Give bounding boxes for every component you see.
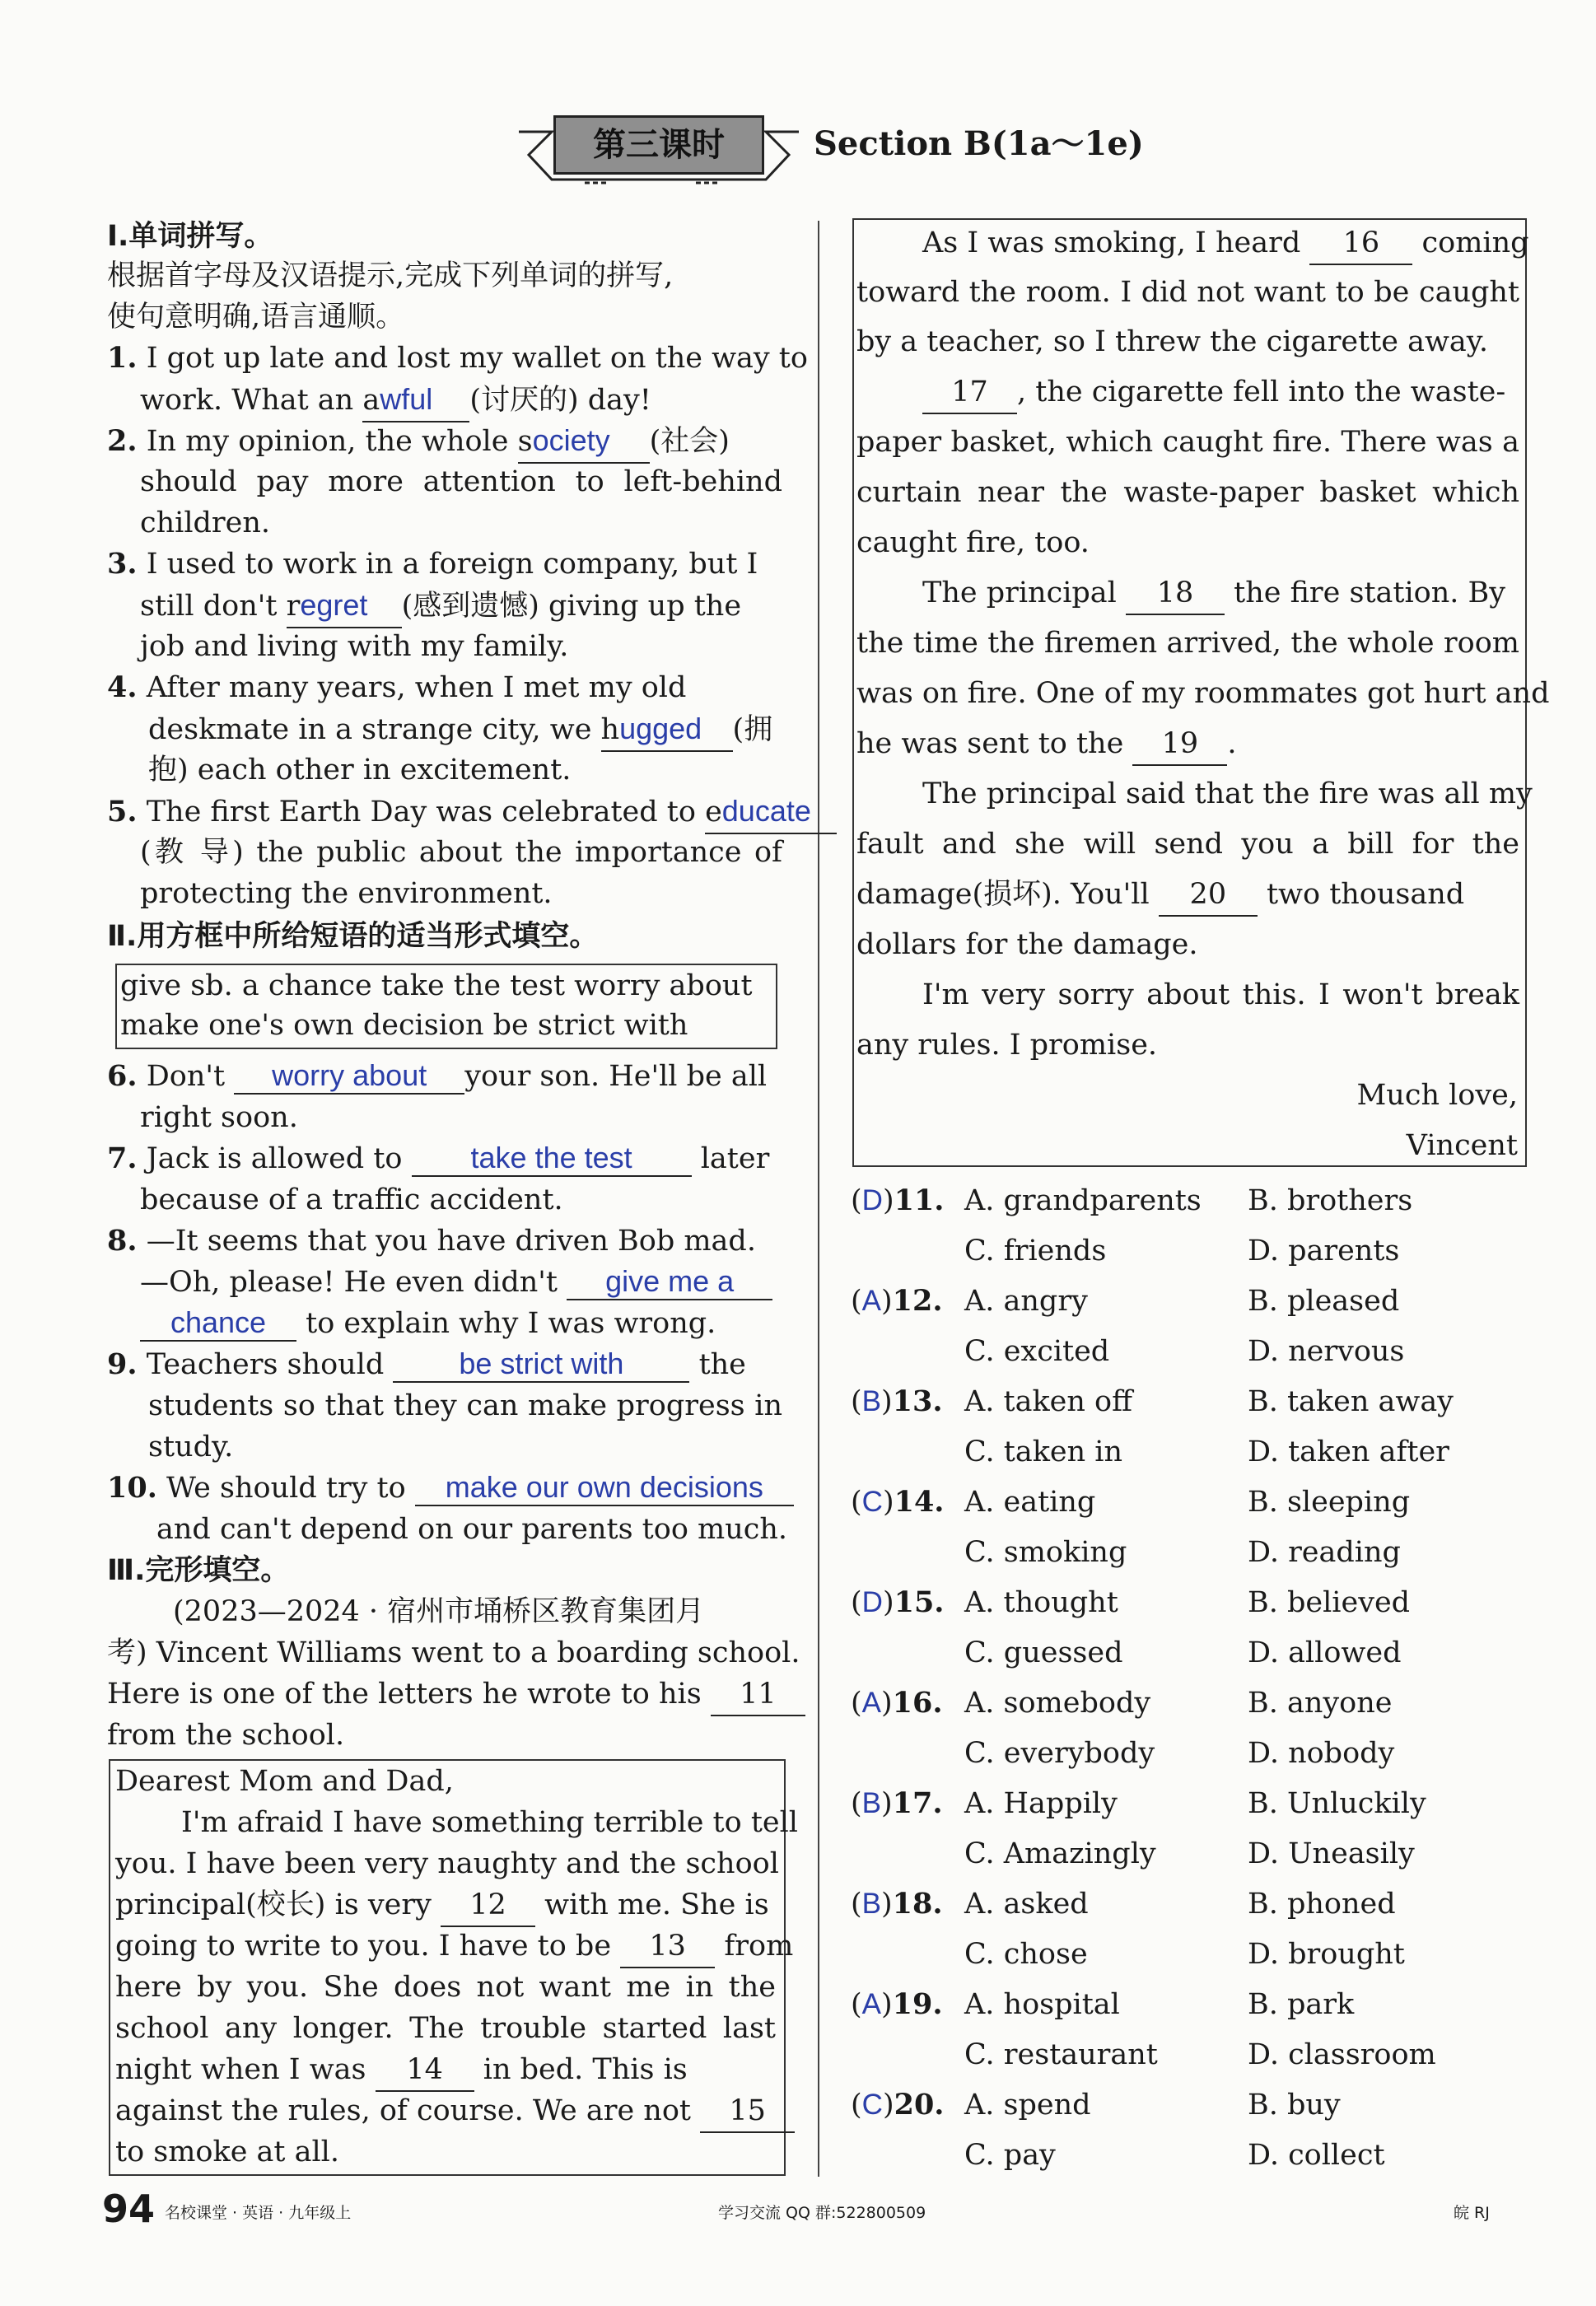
part3-intro-3: from the school. [107, 1719, 345, 1752]
choice-answer: B [861, 1888, 882, 1920]
choice-option-b[interactable]: B. believed [1248, 1586, 1411, 1619]
choice-number: 16. [892, 1686, 943, 1720]
choice-option-b[interactable]: B. sleeping [1248, 1486, 1411, 1519]
choice-option-a[interactable]: A. somebody [964, 1687, 1151, 1720]
q1-letter: a [362, 384, 380, 417]
section-title: Section B(1a～1e) [814, 124, 1144, 163]
part3-intro: 考) Vincent Williams went to a boarding school. [107, 1636, 800, 1669]
q10-answer: make our own decisions [445, 1470, 763, 1504]
letter-line: here by you. She does not want me in the [115, 1971, 776, 2004]
lesson-title: 第三课时 [553, 115, 764, 175]
q9-number: 9. [107, 1347, 138, 1381]
choice-option-a[interactable]: A. angry [964, 1285, 1088, 1318]
q4-text-3: 抱) each other in excitement. [148, 754, 572, 787]
q1-number: 1. [107, 341, 138, 375]
q2-number: 2. [107, 424, 138, 458]
letter-line: fault and she will send you a bill for the [856, 828, 1519, 861]
q7-text-3: because of a traffic accident. [140, 1183, 563, 1216]
choice-option-a[interactable]: A. hospital [964, 1988, 1120, 2021]
q4-answer: ugged [619, 712, 702, 745]
q8-blank[interactable] [567, 1265, 772, 1300]
choice-answer: C [861, 1486, 883, 1518]
q4-blank[interactable] [601, 708, 733, 752]
q4-hint: (拥 [732, 713, 773, 746]
q7-answer: take the test [470, 1141, 632, 1174]
q10-text: We should try to [166, 1472, 415, 1505]
choice-option-c[interactable]: C. friends [964, 1235, 1107, 1267]
blank-14[interactable] [376, 2049, 474, 2092]
blank-18[interactable] [1126, 572, 1225, 615]
choice-option-a[interactable]: A. grandparents [964, 1184, 1202, 1217]
q1-text-2: work. What an [140, 384, 363, 417]
phrase-box [115, 964, 777, 1049]
q8-answer-2: chance [170, 1305, 267, 1339]
letter-line: the time the firemen arrived, the whole room [856, 627, 1519, 660]
blank-12-number: 12 [469, 1888, 506, 1921]
blank-15-number: 15 [729, 2094, 766, 2127]
choice-question: (B)17. [851, 1786, 943, 1820]
q5-number: 5. [107, 795, 138, 829]
q8-number: 8. [107, 1224, 138, 1258]
part3-title: Ⅲ.完形填空。 [107, 1554, 290, 1587]
q3-answer: egret [300, 588, 368, 622]
choice-answer: A [861, 1285, 882, 1317]
choice-number: 19. [892, 1987, 943, 2021]
blank-13[interactable] [620, 1926, 715, 1968]
choice-option-d[interactable]: D. nervous [1248, 1335, 1405, 1368]
letter-line: he was sent to the [856, 727, 1133, 760]
letter-line: school any longer. The trouble started last [115, 2012, 776, 2045]
letter-line: you. I have been very naughty and the school [115, 1847, 779, 1880]
q9-text-2: the [698, 1348, 746, 1381]
choice-answer: D [861, 1184, 883, 1216]
letter-closing: Much love, [1356, 1079, 1518, 1112]
letter-line: toward the room. I did not want to be caught [856, 276, 1519, 309]
choice-option-c[interactable]: C. restaurant [964, 2038, 1158, 2071]
choice-option-d[interactable]: D. allowed [1248, 1636, 1402, 1669]
q6-text: Don't [146, 1060, 235, 1093]
letter-line: caught fire, too. [856, 526, 1090, 559]
q10-text-2: and can't depend on our parents too much. [156, 1513, 788, 1546]
q3-hint: (感到遗憾) giving up the [401, 590, 742, 623]
letter-line: going to write to you. I have to be [115, 1930, 621, 1963]
q2-text-3: children. [140, 506, 271, 539]
choice-answer: B [861, 1787, 882, 1819]
blank-19[interactable] [1132, 723, 1227, 766]
book-title: 名校课堂 · 英语 · 九年级上 [165, 2204, 352, 2222]
part1-title: Ⅰ.单词拼写。 [107, 220, 273, 253]
choice-option-b[interactable]: B. phoned [1248, 1888, 1396, 1921]
choice-number: 14. [894, 1485, 945, 1519]
letter-signature: Vincent [1406, 1129, 1518, 1162]
choice-question: (A)19. [851, 1987, 943, 2021]
q5-text-3: protecting the environment. [140, 877, 553, 910]
part3-intro-2: Here is one of the letters he wrote to his [107, 1678, 711, 1711]
blank-20[interactable] [1159, 874, 1258, 917]
q7-blank[interactable] [412, 1141, 692, 1177]
choice-number: 15. [894, 1585, 945, 1619]
edition-label: 皖 RJ [1454, 2204, 1490, 2222]
qq-group: 学习交流 QQ 群:522800509 [718, 2204, 926, 2222]
q8-text-2: —Oh, please! He even didn't [140, 1266, 567, 1299]
letter-line: by a teacher, so I threw the cigarette away. [856, 325, 1489, 358]
letter-line: with me. She is [544, 1888, 769, 1921]
choice-option-a[interactable]: A. spend [964, 2089, 1091, 2122]
q1-answer: wful [380, 382, 433, 416]
blank-12[interactable] [441, 1884, 535, 1927]
choice-option-c[interactable]: C. pay [964, 2139, 1056, 2172]
choice-option-d[interactable]: D. nobody [1248, 1737, 1395, 1770]
letter-line: to smoke at all. [115, 2136, 339, 2168]
q2-letter: s [517, 425, 533, 458]
choice-option-c[interactable]: C. taken in [964, 1435, 1123, 1468]
blank-11[interactable] [711, 1673, 805, 1716]
choice-number: 11. [894, 1183, 945, 1217]
choice-option-b[interactable]: B. taken away [1248, 1385, 1454, 1418]
choice-option-a[interactable]: A. eating [964, 1486, 1096, 1519]
q4-number: 4. [107, 670, 138, 704]
letter-line: I'm afraid I have something terrible to tell [181, 1806, 798, 1839]
q5-letter: e [705, 796, 722, 829]
letter-line: coming [1421, 226, 1529, 259]
blank-20-number: 20 [1189, 878, 1227, 911]
blank-18-number: 18 [1156, 576, 1194, 609]
choice-question: (C)14. [851, 1485, 945, 1519]
letter-line: curtain near the waste-paper basket which [856, 476, 1519, 509]
choice-option-a[interactable]: A. Happily [964, 1787, 1118, 1820]
choice-answer: C [861, 2089, 883, 2121]
choice-option-b[interactable]: B. buy [1248, 2089, 1341, 2122]
q2-blank[interactable] [518, 420, 650, 464]
choice-option-d[interactable]: D. taken after [1248, 1435, 1449, 1468]
letter-line: principal(校长) is very [115, 1888, 441, 1921]
q2-text-2: should pay more attention to left-behind [140, 465, 782, 498]
letter-line: damage(损坏). You'll [856, 878, 1159, 911]
choice-question: (B)18. [851, 1887, 943, 1921]
part3-source: (2023—2024 · 宿州市埇桥区教育集团月 [173, 1595, 705, 1628]
letter-line: , the cigarette fell into the waste- [1017, 376, 1506, 408]
part2-title: Ⅱ.用方框中所给短语的适当形式填空。 [107, 920, 599, 953]
q8-answer: give me a [605, 1264, 735, 1298]
choice-option-d[interactable]: D. collect [1248, 2139, 1385, 2172]
choice-option-c[interactable]: C. Amazingly [964, 1837, 1156, 1870]
q7-number: 7. [107, 1141, 138, 1175]
q9-blank[interactable] [393, 1347, 689, 1383]
choice-option-d[interactable]: D. classroom [1248, 2038, 1436, 2071]
choice-question: (C)20. [851, 2088, 945, 2122]
q5-answer: ducate [721, 794, 811, 828]
choice-number: 18. [892, 1887, 943, 1921]
q9-text-3: students so that they can make progress in [148, 1389, 782, 1422]
q5-text: The first Earth Day was celebrated to [146, 796, 706, 829]
letter-line: the fire station. By [1234, 576, 1505, 609]
letter-line: paper basket, which caught fire. There was a [856, 426, 1519, 459]
q3-text-2: still don't [140, 590, 287, 623]
blank-15[interactable] [700, 2090, 795, 2133]
choice-question: (B)13. [851, 1384, 943, 1418]
phrase-box-line-1: give sb. a chance take the test worry about [120, 969, 753, 1002]
q10-number: 10. [107, 1471, 157, 1505]
q8-blank-2[interactable] [140, 1306, 296, 1342]
choice-answer: A [861, 1687, 882, 1719]
letter-line: The principal [922, 576, 1126, 609]
q1-blank[interactable] [362, 379, 469, 422]
q10-blank[interactable] [415, 1471, 794, 1506]
phrase-box-line-2: make one's own decision be strict with [120, 1009, 688, 1042]
q4-text-2: deskmate in a strange city, we [148, 713, 601, 746]
choice-option-b[interactable]: B. anyone [1248, 1687, 1393, 1720]
q6-number: 6. [107, 1059, 138, 1093]
letter-line: in bed. This is [483, 2053, 688, 2086]
letter-line: As I was smoking, I heard [922, 226, 1310, 259]
choice-question: (D)11. [851, 1183, 945, 1217]
q3-number: 3. [107, 547, 138, 581]
q7-text: Jack is allowed to [146, 1142, 412, 1175]
letter-greeting: Dearest Mom and Dad, [115, 1765, 454, 1798]
q8-text-3: to explain why I was wrong. [306, 1307, 716, 1340]
page-number: 94 [102, 2187, 156, 2231]
choice-answer: B [861, 1385, 882, 1417]
choice-option-a[interactable]: A. thought [964, 1586, 1118, 1619]
blank-17-number: 17 [951, 376, 988, 408]
choice-option-c[interactable]: C. everybody [964, 1737, 1155, 1770]
letter-line: dollars for the damage. [856, 928, 1198, 961]
q7-text-2: later [700, 1142, 770, 1175]
part1-instruction: 根据首字母及汉语提示,完成下列单词的拼写, [107, 259, 674, 292]
letter-line: against the rules, of course. We are not [115, 2094, 701, 2127]
choice-option-a[interactable]: A. asked [964, 1888, 1089, 1921]
q3-text: I used to work in a foreign company, but I [146, 548, 758, 581]
choice-option-c[interactable]: C. smoking [964, 1536, 1127, 1569]
choice-option-d[interactable]: D. brought [1248, 1938, 1405, 1971]
choice-number: 12. [892, 1284, 943, 1318]
letter-line: two thousand [1266, 878, 1465, 911]
q6-text-2: your son. He'll be all [464, 1060, 768, 1093]
letter-line: any rules. I promise. [856, 1029, 1158, 1062]
choice-option-d[interactable]: D. reading [1248, 1536, 1401, 1569]
q4-letter: h [600, 713, 620, 746]
choice-option-a[interactable]: A. taken off [964, 1385, 1132, 1418]
part1-instruction-2: 使句意明确,语言通顺。 [107, 301, 405, 334]
choice-answer: A [861, 1988, 882, 2020]
q6-text-3: right soon. [140, 1101, 298, 1134]
letter-line: night when I was [115, 2053, 376, 2086]
choice-option-b[interactable]: B. brothers [1248, 1184, 1413, 1217]
q6-blank[interactable] [234, 1059, 464, 1095]
choice-number: 20. [894, 2088, 945, 2122]
letter-line: was on fire. One of my roommates got hurt and [856, 677, 1550, 710]
q2-answer: ociety [532, 423, 610, 457]
blank-11-number: 11 [740, 1678, 777, 1711]
q9-answer: be strict with [459, 1347, 624, 1380]
q3-blank[interactable] [287, 585, 402, 628]
q5-text-2: (教 导) the public about the importance of [140, 836, 782, 869]
column-divider [818, 221, 819, 2177]
q6-answer: worry about [272, 1058, 427, 1092]
choice-option-b[interactable]: B. park [1248, 1988, 1355, 2021]
letter-line: from [724, 1930, 794, 1963]
q1-hint: (讨厌的) day! [469, 384, 651, 417]
q1-text: I got up late and lost my wallet on the way to [146, 342, 808, 375]
letter-line: The principal said that the fire was all my [922, 777, 1533, 810]
q9-text-4: study. [148, 1431, 234, 1463]
q2-hint: (社会) [649, 425, 730, 458]
choice-question: (D)15. [851, 1585, 945, 1619]
letter-line: I'm very sorry about this. I won't break [922, 978, 1519, 1011]
blank-19-number: 19 [1161, 727, 1199, 760]
choice-option-c[interactable]: C. guessed [964, 1636, 1123, 1669]
choice-number: 17. [892, 1786, 943, 1820]
q4-text: After many years, when I met my old [146, 671, 687, 704]
q9-text: Teachers should [146, 1348, 394, 1381]
choice-option-b[interactable]: B. pleased [1248, 1285, 1400, 1318]
blank-14-number: 14 [406, 2053, 443, 2086]
choice-option-b[interactable]: B. Unluckily [1248, 1787, 1426, 1820]
choice-question: (A)16. [851, 1686, 943, 1720]
choice-option-c[interactable]: C. excited [964, 1335, 1110, 1368]
blank-13-number: 13 [649, 1930, 686, 1963]
q5-blank[interactable] [705, 791, 837, 834]
q3-letter: r [286, 590, 301, 623]
choice-answer: D [861, 1586, 883, 1618]
choice-option-d[interactable]: D. parents [1248, 1235, 1400, 1267]
choice-question: (A)12. [851, 1284, 943, 1318]
blank-16[interactable] [1309, 222, 1412, 265]
choice-option-d[interactable]: D. Uneasily [1248, 1837, 1415, 1870]
q3-text-3: job and living with my family. [140, 630, 569, 663]
blank-17[interactable] [922, 371, 1017, 414]
choice-number: 13. [892, 1384, 943, 1418]
blank-16-number: 16 [1342, 226, 1380, 259]
q8-text: —It seems that you have driven Bob mad. [146, 1225, 756, 1258]
q2-text: In my opinion, the whole [146, 425, 518, 458]
choice-option-c[interactable]: C. chose [964, 1938, 1088, 1971]
